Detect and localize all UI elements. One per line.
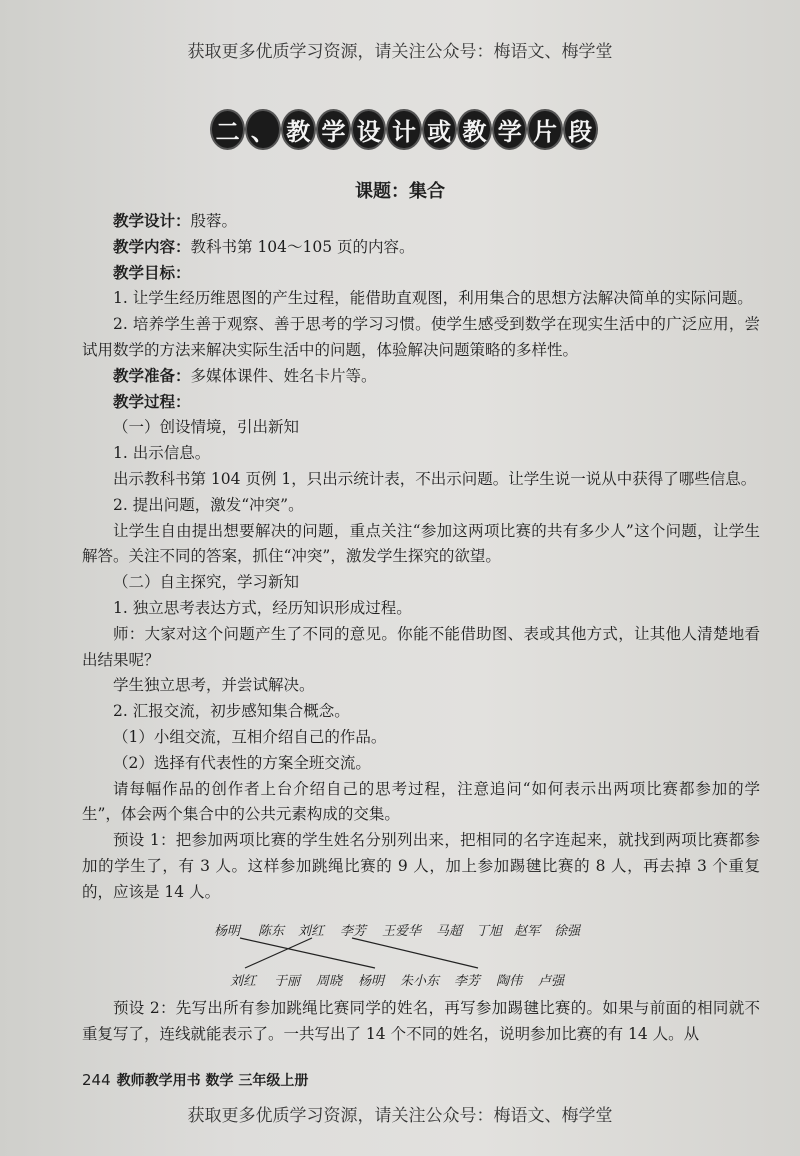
design-line: 教学设计：殷蓉。 [113, 212, 238, 230]
watermark-top: 获取更多优质学习资源，请关注公众号：梅语文、梅学堂 [187, 42, 613, 62]
row1-name: 刘红 [298, 924, 325, 939]
row1-name: 赵军 [514, 924, 541, 939]
part-1-heading: （一）创设情境，引出新知 [113, 418, 300, 437]
page-number: 244 [82, 1071, 111, 1089]
page-footer [82, 1070, 308, 1090]
title-char: 计 [388, 111, 419, 148]
title-char: 教 [283, 111, 314, 148]
title-char: 二 [212, 111, 243, 148]
title-char: 设 [353, 111, 384, 148]
lesson-body [82, 209, 760, 906]
title-char: 或 [424, 111, 455, 148]
content-line: 教学内容：教科书第 104～105 页的内容。 [113, 237, 415, 256]
row2-name: 李芳 [454, 974, 481, 989]
row2-name: 周晓 [316, 974, 343, 989]
title-char: 片 [529, 111, 560, 148]
plan-2: 预设 2：先写出所有参加跳绳比赛同学的姓名，再写参加踢毽比赛的。如果与前面的相同就不重复写了，连线就能表示了。一共写出了 14 个不同的姓名，说明参加比赛的有 14 人。从 [82, 999, 760, 1043]
step-3-text: 师：大家对这个问题产生了不同的意见。你能不能借助图、表或其他方式，让其他人清楚地看出结果呢？ [82, 624, 760, 669]
section-title-banner [212, 103, 596, 155]
watermark-bottom: 获取更多优质学习资源，请关注公众号：梅语文、梅学堂 [187, 1106, 613, 1126]
row1-name: 王爱华 [382, 924, 422, 939]
step-2-text: 让学生自由提出想要解决的问题，重点关注“参加这两项比赛的共有多少人”这个问题，让学生解答。关注不同的答案，抓住“冲突”，激发学生探究的欲望。 [82, 521, 760, 566]
step-1: 1. 出示信息。 [113, 444, 211, 463]
step-3: 1. 独立思考表达方式，经历知识形成过程。 [113, 598, 412, 617]
plan-1: 预设 1：把参加两项比赛的学生姓名分别列出来，把相同的名字连起来，就找到两项比赛都参加的学生了，有 3 人。这样参加跳绳比赛的 9 人，加上参加踢毽比赛的 8 人，再去掉 3 个重复的，应该是 14 人。 [82, 831, 760, 901]
row1-name: 徐强 [554, 924, 581, 939]
name-matching-diagram [200, 918, 620, 990]
process-heading: 教学过程： [113, 392, 191, 411]
row2-name: 朱小东 [400, 974, 440, 989]
line-liuhong [245, 938, 312, 968]
step-4-text: 请每幅作品的创作者上台介绍自己的思考过程，注意追问“如何表示出两项比赛都参加的学生”，体会两个集合中的公共元素构成的交集。 [82, 779, 760, 824]
row1-name: 李芳 [340, 924, 367, 939]
step-4: 2. 汇报交流，初步感知集合概念。 [113, 702, 350, 721]
title-char: 教 [459, 111, 490, 148]
lesson-title: 课题：集合 [355, 181, 445, 202]
row2-name: 杨明 [358, 974, 385, 989]
title-char: 、 [247, 111, 278, 148]
row2-name: 于丽 [274, 974, 301, 989]
title-char: 段 [565, 111, 596, 148]
row2-name: 刘红 [230, 974, 257, 989]
row2-name: 卢强 [538, 974, 565, 989]
row2-name: 陶伟 [496, 974, 523, 989]
step-4-b: （2）选择有代表性的方案全班交流。 [113, 753, 371, 772]
step-2: 2. 提出问题，激发“冲突”。 [113, 495, 304, 514]
row1-name: 马超 [436, 924, 463, 939]
step-4-a: （1）小组交流，互相介绍自己的作品。 [113, 727, 387, 746]
step-1-text: 出示教科书第 104 页例 1，只出示统计表，不出示问题。让学生说一说从中获得了哪些信息。 [113, 469, 757, 488]
row1-name: 陈东 [258, 924, 285, 939]
title-char: 学 [318, 111, 349, 148]
goal-1: 1. 让学生经历维恩图的产生过程，能借助直观图，利用集合的思想方法解决简单的实际问题。 [113, 289, 753, 308]
row1-name: 丁旭 [476, 924, 503, 939]
line-yangming [240, 938, 375, 968]
book-title: 教师教学用书 数学 三年级上册 [116, 1073, 309, 1089]
part-2-heading: （二）自主探究，学习新知 [113, 573, 300, 592]
goal-2: 2. 培养学生善于观察、善于思考的学习习惯。使学生感受到数学在现实生活中的广泛应用，尝试用数学的方法来解决实际生活中的问题，体验解决问题策略的多样性。 [82, 315, 760, 359]
goals-heading: 教学目标： [113, 263, 191, 282]
line-lifang [352, 938, 478, 968]
step-3-text-2: 学生独立思考，并尝试解决。 [113, 676, 315, 695]
lesson-body-continued [82, 995, 760, 1047]
row1-name: 杨明 [214, 924, 241, 939]
prep-line: 教学准备：多媒体课件、姓名卡片等。 [113, 366, 377, 385]
title-char: 学 [494, 111, 525, 148]
